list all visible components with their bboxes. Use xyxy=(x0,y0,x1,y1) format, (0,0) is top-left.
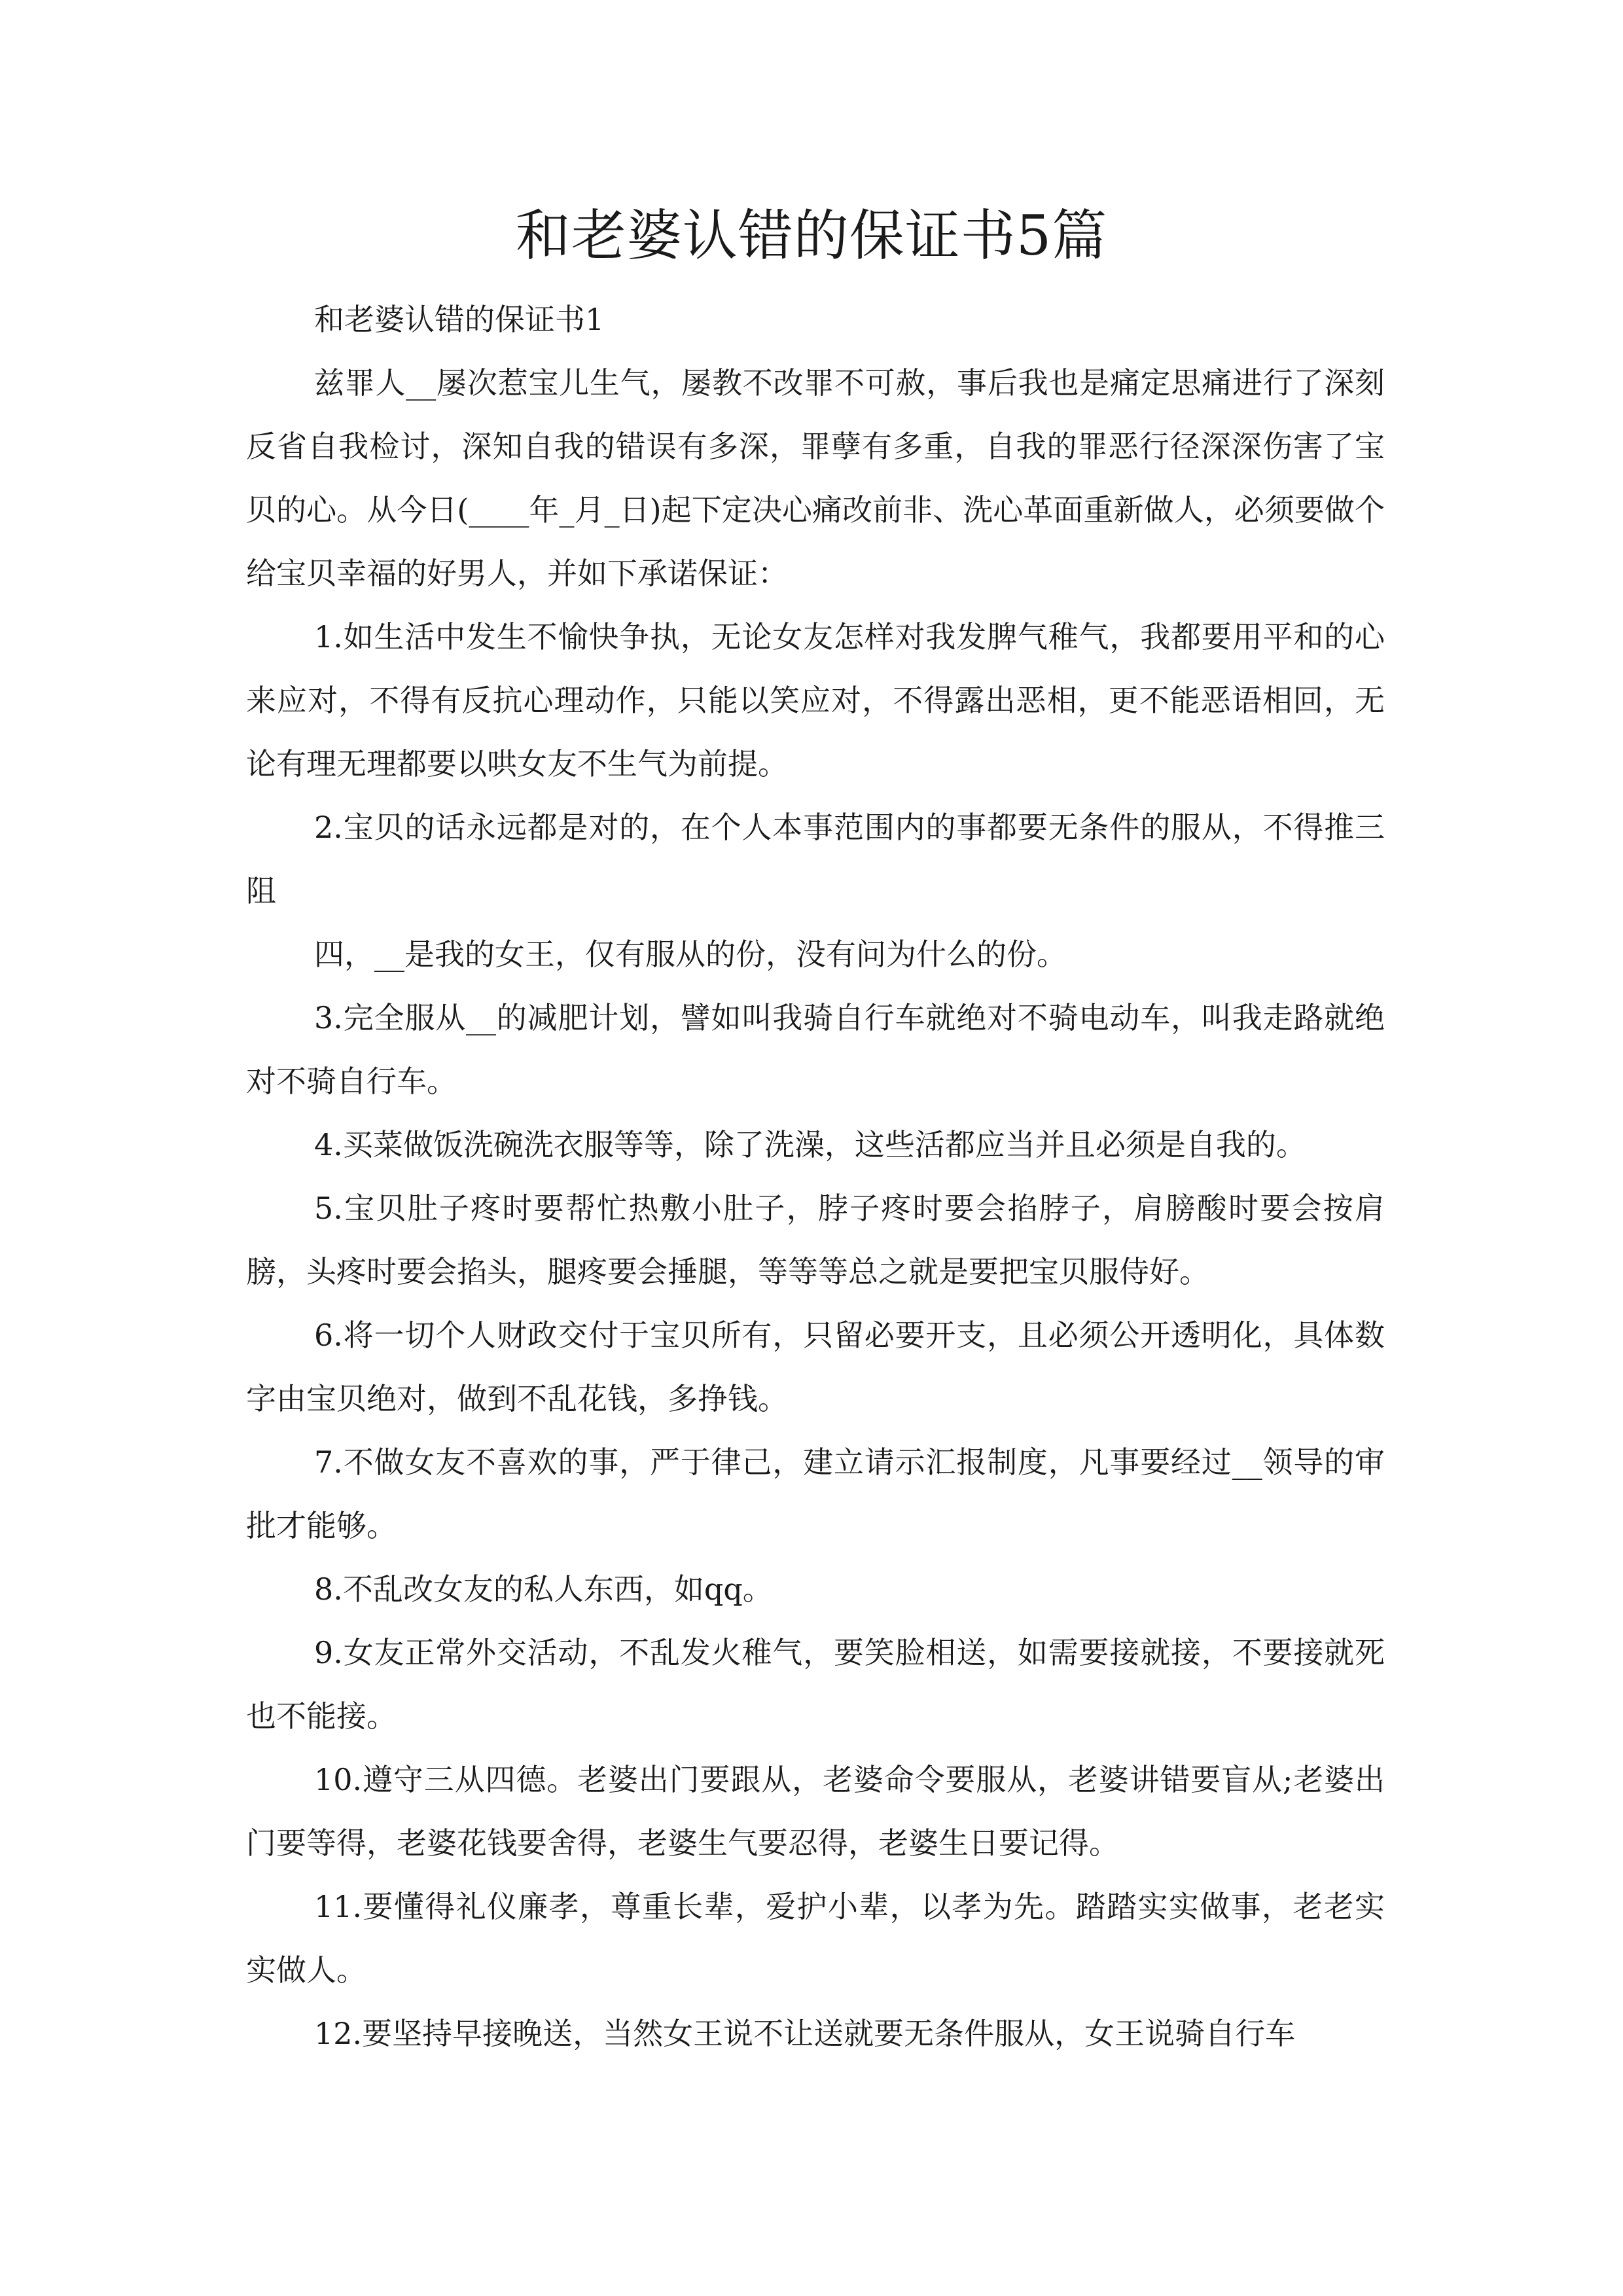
document-body xyxy=(246,288,1385,2066)
pledge-item-9: 9.女友正常外交活动，不乱发火稚气，要笑脸相送，如需要接就接，不要接就死也不能接。 xyxy=(246,1635,1385,1734)
pledge-item-11: 11.要懂得礼仪廉孝，尊重长辈，爱护小辈，以孝为先。踏踏实实做事，老老实实做人。 xyxy=(246,1889,1385,1988)
pledge-item-2: 2.宝贝的话永远都是对的，在个人本事范围内的事都要无条件的服从，不得推三阻 xyxy=(246,810,1385,908)
pledge-item-2-continued: 四，__是我的女王，仅有服从的份，没有问为什么的份。 xyxy=(314,937,1067,972)
section-heading: 和老婆认错的保证书1 xyxy=(314,302,605,337)
pledge-item-7: 7.不做女友不喜欢的事，严于律己，建立请示汇报制度，凡事要经过__领导的审批才能够。 xyxy=(246,1444,1385,1543)
pledge-item-3: 3.完全服从__的减肥计划，譬如叫我骑自行车就绝对不骑电动车，叫我走路就绝对不骑自行车。 xyxy=(246,1000,1385,1099)
pledge-item-6: 6.将一切个人财政交付于宝贝所有，只留必要开支，且必须公开透明化，具体数字由宝贝绝对，做到不乱花钱，多挣钱。 xyxy=(246,1318,1385,1416)
pledge-item-4: 4.买菜做饭洗碗洗衣服等等，除了洗澡，这些活都应当并且必须是自我的。 xyxy=(314,1127,1306,1162)
pledge-item-8: 8.不乱改女友的私人东西，如qq。 xyxy=(314,1571,773,1607)
pledge-item-12: 12.要坚持早接晚送，当然女王说不让送就要无条件服从，女王说骑自行车 xyxy=(314,2016,1296,2051)
page-title: 和老婆认错的保证书5篇 xyxy=(515,204,1108,268)
intro-paragraph: 兹罪人__屡次惹宝儿生气，屡教不改罪不可赦，事后我也是痛定思痛进行了深刻反省自我检讨，深知自我的错误有多深，罪孽有多重，自我的罪恶行径深深伤害了宝贝的心。从今日(____年_月_日)起下定决心痛改前非、洗心革面重新做人，必须要做个给宝贝幸福的好男人，并如下承诺保证： xyxy=(246,365,1385,591)
pledge-item-10: 10.遵守三从四德。老婆出门要跟从，老婆命令要服从，老婆讲错要盲从;老婆出门要等得，老婆花钱要舍得，老婆生气要忍得，老婆生日要记得。 xyxy=(246,1762,1385,1861)
pledge-item-5: 5.宝贝肚子疼时要帮忙热敷小肚子，脖子疼时要会掐脖子，肩膀酸时要会按肩膀，头疼时要会掐头，腿疼要会捶腿，等等等总之就是要把宝贝服侍好。 xyxy=(246,1191,1385,1289)
pledge-item-1: 1.如生活中发生不愉快争执，无论女友怎样对我发脾气稚气，我都要用平和的心来应对，不得有反抗心理动作，只能以笑应对，不得露出恶相，更不能恶语相回，无论有理无理都要以哄女友不生气为前提。 xyxy=(246,619,1385,781)
